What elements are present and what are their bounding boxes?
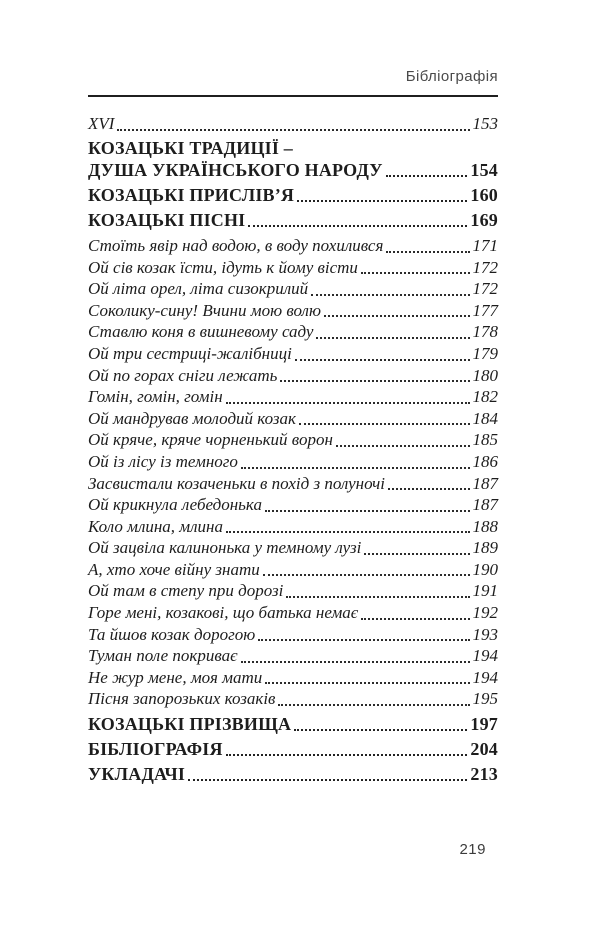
dotted-leader — [361, 272, 470, 274]
dotted-leader — [297, 200, 467, 202]
toc-entry — [88, 278, 498, 300]
toc-entry — [88, 739, 498, 761]
toc-entry-page-number: 179 — [472, 343, 498, 363]
dotted-leader — [324, 315, 470, 317]
toc-entry — [88, 624, 498, 646]
toc-entry — [88, 343, 498, 365]
toc-entry-title: А, хто хоче війну знати — [88, 559, 260, 579]
toc-entry — [88, 559, 498, 581]
toc-entry-page-number: 194 — [472, 646, 498, 666]
toc-entry-page-number: 187 — [472, 495, 498, 515]
toc-entry-title: Туман поле покриває — [88, 646, 238, 666]
toc-entry-title: Ой літа орел, літа сизокрилий — [88, 279, 309, 299]
toc-entry-title: Коло млина, млина — [88, 516, 223, 536]
toc-entry — [88, 645, 498, 667]
dotted-leader — [364, 553, 469, 555]
toc-entry-page-number: 213 — [470, 763, 498, 784]
toc-entry-title: Ой по горах сніги лежать — [88, 365, 278, 385]
toc-entry-page-number: 190 — [472, 559, 498, 579]
toc-entry-title: XVI — [88, 114, 115, 133]
toc-entry-page-number: 195 — [472, 689, 498, 709]
toc-entry-title: Ой зацвіла калинонька у темному лузі — [88, 538, 362, 558]
dotted-leader — [311, 294, 469, 296]
dotted-leader — [258, 639, 469, 641]
toc-entry — [88, 429, 498, 451]
toc-entry-page-number: 189 — [472, 538, 498, 558]
toc-entry — [88, 451, 498, 473]
toc-entry-page-number: 194 — [472, 667, 498, 687]
toc-entry-page-number: 160 — [470, 184, 498, 205]
toc-entry-title: Горе мені, козакові, що батька немає — [88, 603, 359, 623]
dotted-leader — [265, 682, 469, 684]
toc-entry-title: Ой мандрував молодий козак — [88, 408, 296, 428]
toc-entry-title: Ой із лісу із темного — [88, 451, 238, 471]
running-head: Бібліографія — [405, 68, 498, 85]
dotted-leader — [361, 618, 469, 620]
toc-entry-title: Не жур мене, моя мати — [88, 667, 263, 687]
toc-entry-title: Ой крикнула лебедонька — [88, 495, 262, 515]
dotted-leader — [388, 488, 470, 490]
dotted-leader — [336, 445, 470, 447]
dotted-leader — [294, 729, 467, 731]
toc-entry — [88, 494, 498, 516]
toc-entry-title: ДУША УКРАЇНСЬКОГО НАРОДУ — [88, 159, 383, 180]
dotted-leader — [386, 251, 469, 253]
toc-entry — [88, 537, 498, 559]
toc-entry-page-number: 182 — [472, 387, 498, 407]
toc-entry-title: КОЗАЦЬКІ ТРАДИЦІЇ – — [88, 138, 293, 159]
dotted-leader — [295, 359, 470, 361]
toc-entry-title: БІБЛІОГРАФІЯ — [88, 738, 223, 759]
toc-entry-page-number: 154 — [470, 159, 498, 180]
toc-entry-page-number: 184 — [472, 408, 498, 428]
toc-entry-title: УКЛАДАЧІ — [88, 763, 186, 784]
toc-entry — [88, 602, 498, 624]
toc-entry-page-number: 188 — [472, 516, 498, 536]
toc-entry — [88, 714, 498, 736]
dotted-leader — [241, 467, 470, 469]
toc-entry-title: Ставлю коня в вишневому саду — [88, 322, 314, 342]
toc-entry — [88, 210, 498, 232]
toc-entry — [88, 473, 498, 495]
toc-entry-page-number: 172 — [472, 279, 498, 299]
dotted-leader — [286, 596, 469, 598]
toc-entry-title: Пісня запорозьких козаків — [88, 689, 276, 709]
dotted-leader — [226, 402, 470, 404]
dotted-leader — [226, 754, 468, 756]
book-page — [88, 0, 498, 858]
toc-entry-page-number: 187 — [472, 473, 498, 493]
toc-entry-page-number: 191 — [472, 581, 498, 601]
toc-entry-title: Соколику-сину! Вчини мою волю — [88, 300, 321, 320]
toc-entry-page-number: 185 — [472, 430, 498, 450]
toc-entry-title: Ой кряче, кряче чорненький ворон — [88, 430, 333, 450]
toc-entry-title: Ой там в степу при дорозі — [88, 581, 284, 601]
dotted-leader — [263, 574, 470, 576]
dotted-leader — [299, 423, 470, 425]
dotted-leader — [280, 380, 469, 382]
toc-entry — [88, 580, 498, 602]
toc-entry-page-number: 204 — [470, 738, 498, 759]
toc-entry-page-number: 172 — [472, 257, 498, 277]
toc-entry — [88, 300, 498, 322]
dotted-leader — [316, 337, 469, 339]
toc-entry — [88, 235, 498, 257]
toc-entry-title: Ой сів козак їсти, ідуть к йому вісти — [88, 257, 358, 277]
dotted-leader — [386, 175, 468, 177]
toc-entry — [88, 516, 498, 538]
dotted-leader — [226, 531, 470, 533]
toc-entry — [88, 321, 498, 343]
toc-entry — [88, 688, 498, 710]
toc-entry-page-number: 186 — [472, 451, 498, 471]
toc-list — [88, 113, 498, 785]
toc-entry — [88, 667, 498, 689]
toc-entry — [88, 386, 498, 408]
dotted-leader — [188, 779, 467, 781]
toc-entry-title: КОЗАЦЬКІ ПІСНІ — [88, 209, 246, 230]
toc-entry — [88, 365, 498, 387]
toc-entry — [88, 764, 498, 786]
dotted-leader — [265, 510, 470, 512]
toc-entry-page-number: 177 — [472, 300, 498, 320]
toc-entry — [88, 160, 498, 182]
dotted-leader — [248, 225, 467, 227]
dotted-leader — [117, 129, 469, 131]
dotted-leader — [241, 661, 470, 663]
toc-entry-title: Та йшов козак дорогою — [88, 624, 256, 644]
toc-entry — [88, 185, 498, 207]
toc-entry-page-number: 178 — [472, 322, 498, 342]
toc-entry-page-number: 197 — [470, 713, 498, 734]
toc-entry-page-number: 171 — [472, 235, 498, 255]
toc-entry-title: КОЗАЦЬКІ ПРІЗВИЩА — [88, 713, 292, 734]
toc-entry-page-number: 193 — [472, 624, 498, 644]
toc-entry — [88, 257, 498, 279]
toc-entry-page-number: 192 — [472, 603, 498, 623]
dotted-leader — [278, 704, 469, 706]
toc-entry-title: КОЗАЦЬКІ ПРИСЛІВ’Я — [88, 184, 295, 205]
toc-entry — [88, 138, 498, 160]
toc-entry — [88, 408, 498, 430]
toc-entry-page-number: 180 — [472, 365, 498, 385]
toc-entry-title: Стоїть явір над водою, в воду похилився — [88, 235, 384, 255]
toc-entry-title: Ой три сестриці-жалібниці — [88, 343, 292, 363]
toc-entry — [88, 113, 498, 135]
folio-page-number: 219 — [459, 841, 486, 858]
header-rule — [88, 95, 498, 97]
toc-entry-title: Засвистали козаченьки в похід з полуночі — [88, 473, 385, 493]
toc-entry-page-number: 153 — [472, 114, 498, 133]
toc-entry-title: Гомін, гомін, гомін — [88, 387, 223, 407]
toc-entry-page-number: 169 — [470, 209, 498, 230]
